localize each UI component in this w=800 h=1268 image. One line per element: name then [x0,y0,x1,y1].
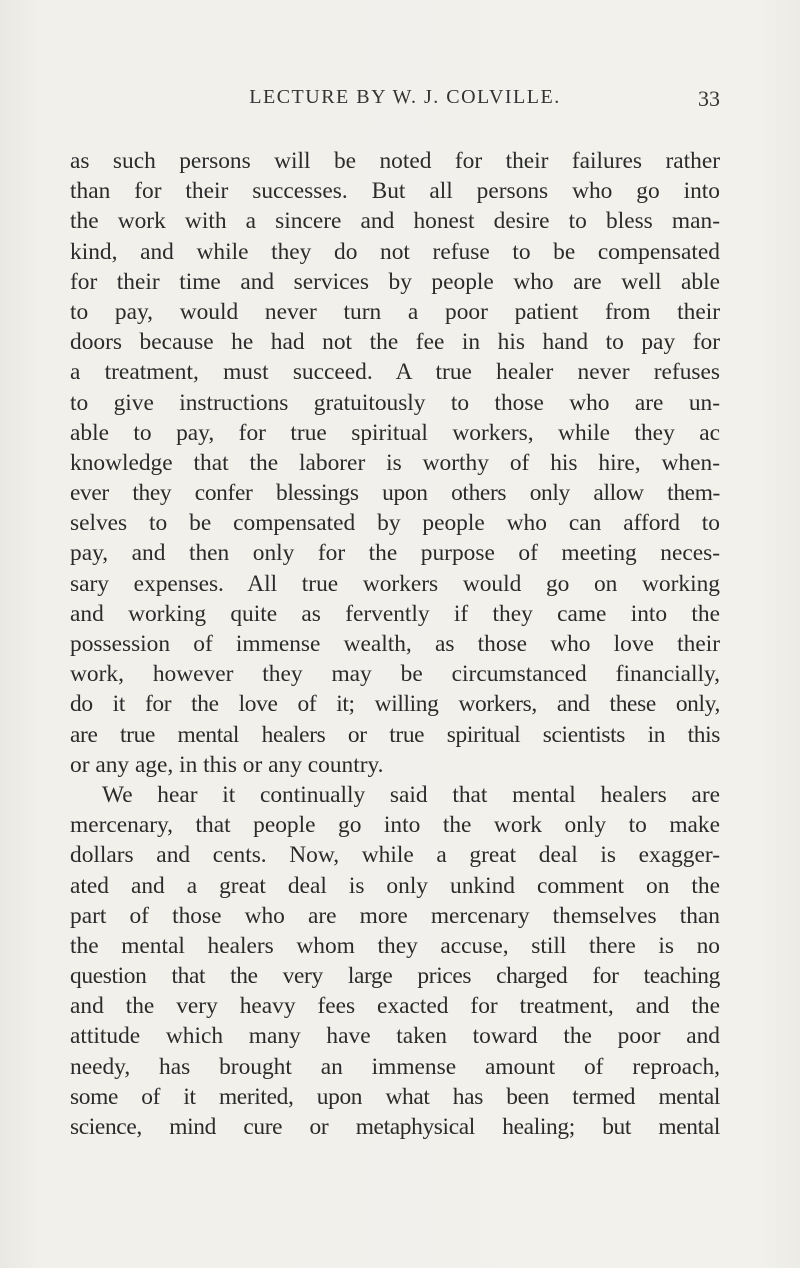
text-line: than for their successes. But all persons who go into [70,178,720,205]
text-line: the work with a sincere and honest desire to bless man- [70,208,720,235]
body-text [70,146,720,1142]
text-line: We hear it continually said that mental healers are [102,781,720,808]
text-line: work, however they may be circumstanced financially, [70,661,720,688]
text-line: are true mental healers or true spiritual scientists in this [70,721,720,748]
text-line: attitude which many have taken toward the poor and [70,1023,720,1050]
text-line: to pay, would never turn a poor patient from their [70,298,720,325]
text-line: do it for the love of it; willing workers, and these only, [70,691,720,718]
page-header [90,86,720,116]
text-line: and working quite as fervently if they came into the [70,600,720,627]
text-line: as such persons will be noted for their failures rather [70,148,720,174]
text-line: a treatment, must succeed. A true healer never refuses [70,359,720,386]
text-line: to give instructions gratuitously to those who are un- [70,389,720,416]
text-line: for their time and services by people who are well able [70,268,720,295]
text-line: doors because he had not the fee in his hand to pay for [70,329,720,356]
text-line: kind, and while they do not refuse to be compensated [70,238,720,265]
page-number: 33 [698,86,720,111]
text-line: ever they confer blessings upon others only allow them- [70,480,720,507]
running-head: LECTURE BY W. J. COLVILLE. [249,86,561,108]
text-line: possession of immense wealth, as those who love their [70,631,720,657]
text-line: dollars and cents. Now, while a great deal is exagger- [70,842,720,869]
text-line: selves to be compensated by people who can afford to [70,510,720,537]
text-line: able to pay, for true spiritual workers, while they ac [70,419,720,446]
text-line: part of those who are more mercenary themselves than [70,902,720,929]
text-line: ated and a great deal is only unkind comment on the [70,872,720,899]
text-line: or any age, in this or any country. [70,751,384,778]
text-line: mercenary, that people go into the work only to make [70,812,720,839]
text-line: and the very heavy fees exacted for treatment, and the [70,993,720,1020]
text-line: pay, and then only for the purpose of meeting neces- [70,540,720,567]
text-line: sary expenses. All true workers would go on working [70,570,720,597]
text-line: knowledge that the laborer is worthy of his hire, when- [70,449,720,476]
text-line: science, mind cure or metaphysical healing; but mental [70,1114,720,1140]
text-line: question that the very large prices charged for teaching [70,963,720,990]
text-line: the mental healers whom they accuse, still there is no [70,932,720,959]
text-line: some of it merited, upon what has been termed mental [70,1083,720,1110]
text-line: needy, has brought an immense amount of reproach, [70,1053,720,1080]
